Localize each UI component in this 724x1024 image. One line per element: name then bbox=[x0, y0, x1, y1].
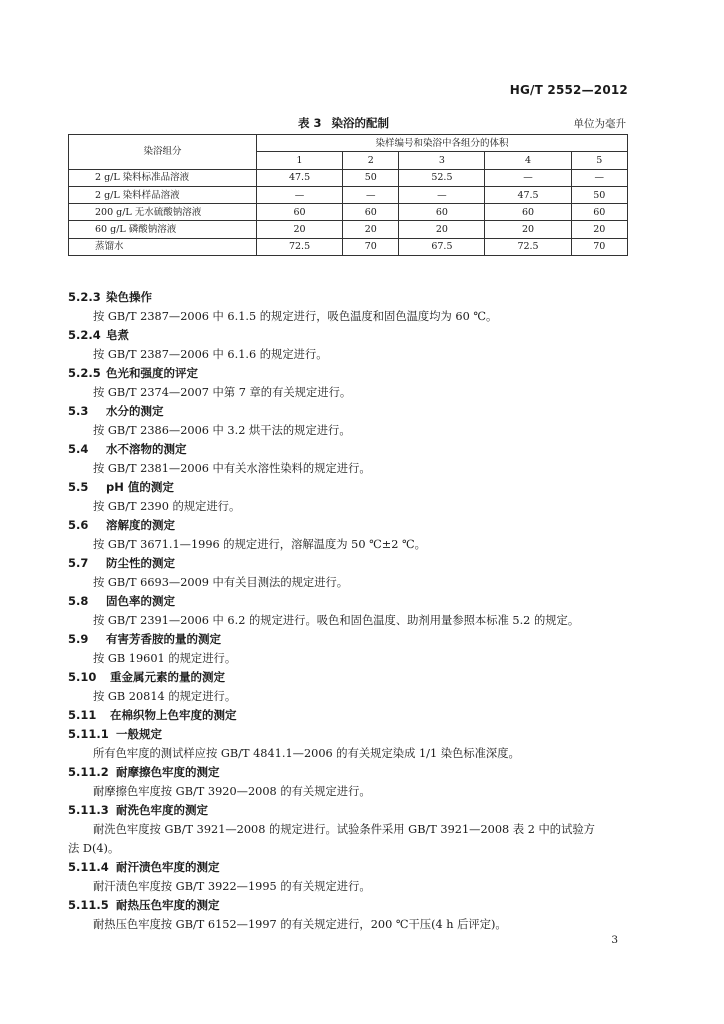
table-cell: — bbox=[399, 186, 485, 203]
table-cell: — bbox=[257, 186, 343, 203]
table-cell: 60 bbox=[571, 204, 627, 221]
table-cell: — bbox=[343, 186, 399, 203]
section-text: 按 GB/T 2390 的规定进行。 bbox=[93, 500, 241, 513]
section-heading-5-11-3: 5.11.3 耐洗色牢度的测定 bbox=[68, 803, 208, 817]
section-heading-5-3: 5.3 水分的测定 bbox=[68, 404, 164, 418]
section-heading-5-2-3: 5.2.3 染色操作 bbox=[68, 290, 152, 304]
section-text: 按 GB/T 6693—2009 中有关目测法的规定进行。 bbox=[93, 576, 349, 589]
table-number: 表 3 bbox=[298, 116, 322, 130]
table-cell: 72.5 bbox=[257, 238, 343, 255]
section-text: 按 GB/T 2391—2006 中 6.2 的规定进行。吸色和固色温度、助剂用量参照本标准 5.2 的规定。 bbox=[93, 614, 580, 627]
section-text: 按 GB/T 2381—2006 中有关水溶性染料的规定进行。 bbox=[93, 462, 371, 475]
section-text-continued: 法 D(4)。 bbox=[68, 842, 120, 855]
dye-bath-table bbox=[68, 134, 628, 256]
table-cell: 52.5 bbox=[399, 169, 485, 186]
table-header-row bbox=[69, 135, 628, 152]
table-cell: 72.5 bbox=[485, 238, 571, 255]
table-cell: 60 bbox=[343, 204, 399, 221]
section-heading-5-11-5: 5.11.5 耐热压色牢度的测定 bbox=[68, 898, 220, 912]
section-heading-5-6: 5.6 溶解度的测定 bbox=[68, 518, 175, 532]
section-text: 按 GB 19601 的规定进行。 bbox=[93, 652, 237, 665]
table-title: 染浴的配制 bbox=[331, 116, 390, 130]
section-heading-5-9: 5.9 有害芳香胺的量的测定 bbox=[68, 632, 221, 646]
table-cell: 20 bbox=[399, 221, 485, 238]
page-number: 3 bbox=[611, 934, 618, 946]
col-number: 4 bbox=[485, 152, 571, 169]
section-heading-5-10: 5.10 重金属元素的量的测定 bbox=[68, 670, 225, 684]
section-heading-5-11-2: 5.11.2 耐摩擦色牢度的测定 bbox=[68, 765, 220, 779]
section-heading-5-11-4: 5.11.4 耐汗渍色牢度的测定 bbox=[68, 860, 220, 874]
table-cell: 70 bbox=[343, 238, 399, 255]
table-cell: — bbox=[571, 169, 627, 186]
section-heading-5-11: 5.11 在棉织物上色牢度的测定 bbox=[68, 708, 237, 722]
table-row bbox=[69, 221, 628, 238]
table-cell: 70 bbox=[571, 238, 627, 255]
header-component: 染浴组分 bbox=[69, 135, 257, 170]
table-row bbox=[69, 186, 628, 203]
section-text: 耐汗渍色牢度按 GB/T 3922—1995 的有关规定进行。 bbox=[93, 880, 371, 893]
row-label: 200 g/L 无水硫酸钠溶液 bbox=[69, 204, 257, 221]
header-group: 染样编号和染浴中各组分的体积 bbox=[257, 135, 628, 152]
table-unit: 单位为毫升 bbox=[573, 118, 626, 130]
table-cell: 47.5 bbox=[257, 169, 343, 186]
row-label: 蒸馏水 bbox=[69, 238, 257, 255]
table-cell: 67.5 bbox=[399, 238, 485, 255]
section-text: 所有色牢度的测试样应按 GB/T 4841.1—2006 的有关规定染成 1/1 染色标准深度。 bbox=[93, 747, 520, 760]
section-text: 按 GB/T 3671.1—1996 的规定进行，溶解温度为 50 ℃±2 ℃。 bbox=[93, 538, 426, 551]
table-cell: 50 bbox=[343, 169, 399, 186]
table-cell: 60 bbox=[485, 204, 571, 221]
section-heading-5-8: 5.8 固色率的测定 bbox=[68, 594, 175, 608]
section-text: 按 GB/T 2387—2006 中 6.1.6 的规定进行。 bbox=[93, 348, 328, 361]
section-text: 耐热压色牢度按 GB/T 6152—1997 的有关规定进行，200 ℃干压(4 h 后评定)。 bbox=[93, 918, 507, 931]
section-text: 耐洗色牢度按 GB/T 3921—2008 的规定进行。试验条件采用 GB/T 3921—2008 表 2 中的试验方 bbox=[93, 823, 595, 836]
table-cell: 50 bbox=[571, 186, 627, 203]
row-label: 2 g/L 染料样品溶液 bbox=[69, 186, 257, 203]
table-row bbox=[69, 169, 628, 186]
row-label: 60 g/L 磷酸钠溶液 bbox=[69, 221, 257, 238]
col-number: 2 bbox=[343, 152, 399, 169]
standard-number: HG/T 2552—2012 bbox=[509, 83, 628, 97]
col-number: 3 bbox=[399, 152, 485, 169]
table-row bbox=[69, 204, 628, 221]
section-heading-5-11-1: 5.11.1 一般规定 bbox=[68, 727, 162, 741]
table-cell: 20 bbox=[257, 221, 343, 238]
table-cell: — bbox=[485, 169, 571, 186]
table-cell: 60 bbox=[257, 204, 343, 221]
col-number: 1 bbox=[257, 152, 343, 169]
section-heading-5-2-5: 5.2.5 色光和强度的评定 bbox=[68, 366, 198, 380]
section-text: 按 GB/T 2386—2006 中 3.2 烘干法的规定进行。 bbox=[93, 424, 351, 437]
table-cell: 47.5 bbox=[485, 186, 571, 203]
table-caption bbox=[298, 115, 389, 131]
row-label: 2 g/L 染料标准品溶液 bbox=[69, 169, 257, 186]
section-heading-5-2-4: 5.2.4 皂煮 bbox=[68, 328, 129, 342]
section-text: 耐摩擦色牢度按 GB/T 3920—2008 的有关规定进行。 bbox=[93, 785, 371, 798]
section-heading-5-7: 5.7 防尘性的测定 bbox=[68, 556, 175, 570]
table-row bbox=[69, 238, 628, 255]
table-cell: 20 bbox=[485, 221, 571, 238]
section-heading-5-5: 5.5 pH 值的测定 bbox=[68, 480, 174, 494]
col-number: 5 bbox=[571, 152, 627, 169]
section-text: 按 GB/T 2374—2007 中第 7 章的有关规定进行。 bbox=[93, 386, 352, 399]
section-heading-5-4: 5.4 水不溶物的测定 bbox=[68, 442, 187, 456]
section-text: 按 GB 20814 的规定进行。 bbox=[93, 690, 237, 703]
table-cell: 20 bbox=[343, 221, 399, 238]
table-cell: 20 bbox=[571, 221, 627, 238]
section-text: 按 GB/T 2387—2006 中 6.1.5 的规定进行，吸色温度和固色温度均为 60 ℃。 bbox=[93, 310, 498, 323]
table-cell: 60 bbox=[399, 204, 485, 221]
